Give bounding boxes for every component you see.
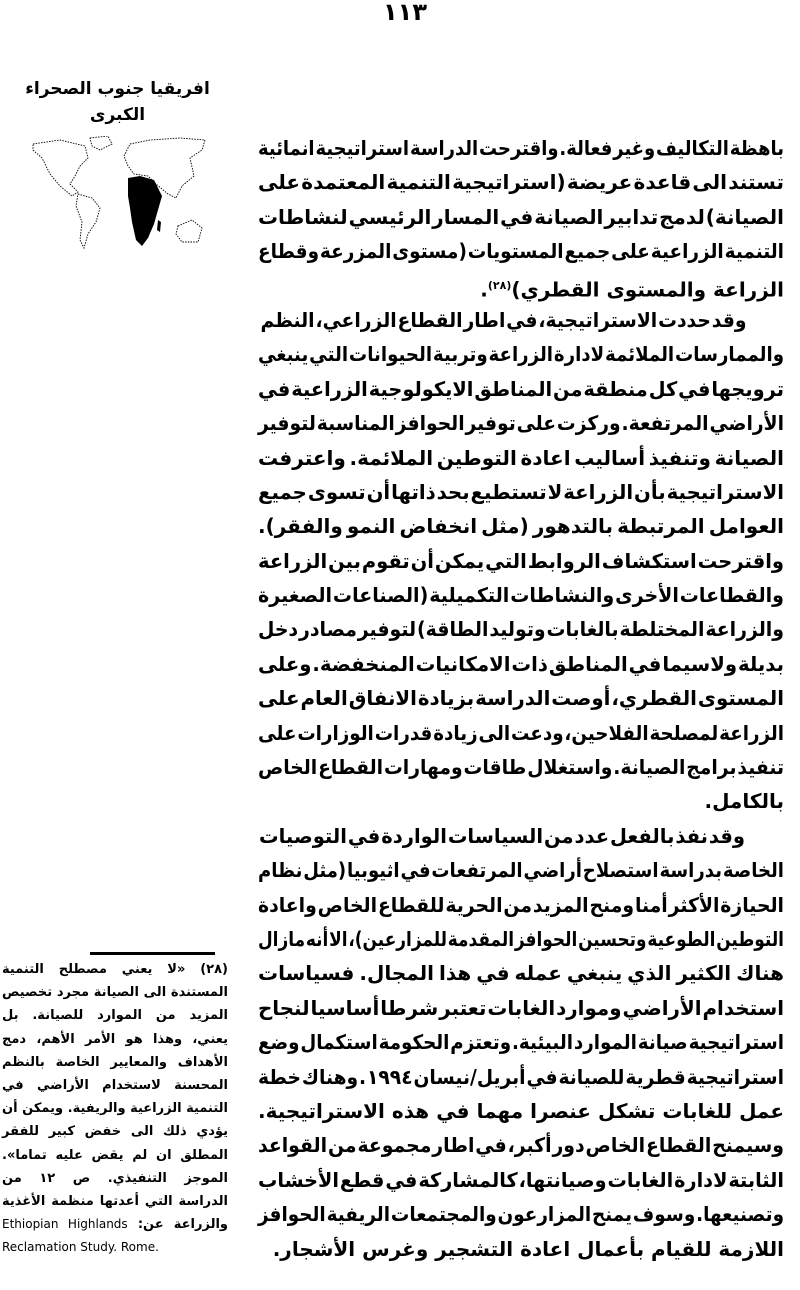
main-text bbox=[258, 131, 784, 1266]
text-line: تستند الى قاعدة عريضة (استراتيجية التنمية المعتمدة على bbox=[258, 170, 784, 195]
text-line: الحيازة الأكثر أمنا ومنح المزيد من الحرية للقطاع الخاص واعادة bbox=[257, 892, 785, 917]
text-line: اللازمة للقيام بأعمال اعادة التشجير وغرس الأشجار. bbox=[272, 1236, 784, 1261]
footnote-line: الأهداف والمعايير الخاصة بالنظم bbox=[2, 1054, 228, 1070]
text-line: وقد نفذ بالفعل عدد من السياسات الواردة في التوصيات bbox=[259, 823, 746, 848]
text-line bbox=[258, 269, 784, 303]
footnote-line: المحسنة لاستخدام الأراضي في bbox=[2, 1077, 228, 1093]
footnote-line: المطلق ان لم يقض عليه تماما». bbox=[2, 1147, 228, 1163]
text-line: ترويجها في كل منطقة من المناطق الايكولوجية الزراعية في bbox=[258, 376, 785, 401]
text-line: واقترحت استكشاف الروابط التي يمكن أن تقوم بين الزراعة bbox=[258, 548, 784, 573]
footnote-line: الدراسة التي أعدتها منظمة الأغذية bbox=[2, 1193, 228, 1209]
sidebar-title-line-2: الكبرى bbox=[89, 105, 146, 125]
text-line: المستوى القطري، أوصت الدراسة بزيادة الانفاق العام على bbox=[257, 686, 784, 711]
text-line: الزراعة لمصلحة الفلاحين، ودعت الى زيادة قدرات الوزارات على bbox=[258, 720, 784, 745]
greenland-outline bbox=[90, 136, 112, 150]
sidebar-title bbox=[10, 76, 225, 128]
world-map-africa-highlighted bbox=[30, 136, 212, 261]
text-line: بالكامل. bbox=[704, 789, 784, 814]
period: . bbox=[480, 277, 488, 302]
footnote-line: المزيد من الموارد للصيانة. بل bbox=[2, 1008, 228, 1024]
africa-highlighted bbox=[128, 176, 162, 246]
text-line: استراتيجية صيانة الموارد البيئية. وتعتزم الحكومة استكمال وضع bbox=[258, 1030, 785, 1055]
footnote-source-title-1: Ethiopian Highlands bbox=[2, 1217, 128, 1232]
text-line: وتصنيعها. وسوف يمنح المزارعون والمجتمعات الريفية الحوافز bbox=[257, 1202, 784, 1227]
text-line: تنفيذ برامج الصيانة. واستغلال طاقات ومهارات القطاع الخاص bbox=[258, 755, 784, 780]
text-line: وقد حددت الاستراتيجية، في اطار القطاع الزراعي، النظم bbox=[260, 307, 747, 332]
text-line: الثابتة لادارة الغابات وصيانتها، كالمشاركة في قطع الأخشاب bbox=[257, 1167, 784, 1192]
text-line: الأراضي المرتفعة. وركزت على توفير الحوافز المناسبة لتوفير bbox=[257, 411, 784, 436]
footnote-line-arabic: والزراعة عن: bbox=[137, 1217, 228, 1233]
footnote-reference[interactable]: (٢٨) bbox=[487, 278, 512, 292]
text-line: الصيانة وتنفيذ أساليب اعادة التوطين الملائمة. واعترفت bbox=[258, 445, 784, 470]
text-line: وسيمنح القطاع الخاص دور أكبر، في اطار مجموعة من القواعد bbox=[257, 1133, 785, 1158]
footnote-separator bbox=[90, 952, 215, 955]
footnote-line: المستندة الى الصيانة مجرد تخصيص bbox=[2, 985, 228, 1001]
text-line: والقطاعات الأخرى والنشاطات التكميلية (الصناعات الصغيرة bbox=[257, 583, 784, 608]
text-line: العوامل المرتبطة بالتدهور (مثل انخفاض النمو والفقر). bbox=[258, 514, 784, 539]
text-line: هناك الكثير الذي ينبغي عمله في هذا المجال. فسياسات bbox=[258, 961, 784, 986]
text-line: الخاصة بدراسة استصلاح أراضي المرتفعات في اثيوبيا (مثل نظام bbox=[257, 858, 784, 883]
footnote bbox=[2, 958, 228, 1259]
australia-outline bbox=[176, 220, 202, 242]
sidebar-title-line-1: افريقيا جنوب الصحراء bbox=[25, 79, 210, 99]
text-line: الاستراتيجية بأن الزراعة لا تستطيع بحد ذاتها أن تسوى جميع bbox=[257, 479, 784, 504]
footnote-line: يؤدي ذلك الى خفض كبير للفقر bbox=[2, 1124, 228, 1140]
south-america-outline bbox=[76, 194, 100, 248]
footnote-line: التنمية الزراعية والريفية. ويمكن أن bbox=[2, 1101, 228, 1117]
text-line: استخدام الأراضي وموارد الغابات تعتبر شرطا أساسيا لنجاح bbox=[257, 995, 784, 1020]
text-line: التنمية الزراعية على جميع المستويات (مستوى المزرعة وقطاع bbox=[258, 239, 784, 264]
north-america-outline bbox=[33, 140, 88, 196]
text-line: التوطين الطوعية وتحسين الحوافز المقدمة للمزارعين)، الا أنه مازال bbox=[257, 926, 784, 951]
footnote-line: يعني، وهذا هو الأمر الأهم، دمج bbox=[2, 1031, 228, 1047]
footnote-line: الموجز التنفيذي. ص ١٢ من bbox=[2, 1170, 228, 1186]
footnote-line: (٢٨) «لا يعني مصطلح التنمية bbox=[2, 962, 228, 977]
text-line: عمل للغابات تشكل عنصرا مهما في هذه الاستراتيجية. bbox=[258, 1098, 784, 1123]
text-line-content: الزراعة والمستوى القطري) bbox=[511, 277, 784, 302]
text-line: والزراعة المختلطة بالغابات وتوليد الطاقة) لتوفير مصادر دخل bbox=[258, 617, 785, 642]
footnote-source-title-2: Reclamation Study. Rome. bbox=[2, 1240, 159, 1255]
text-line: والممارسات الملائمة لادارة الزراعة وتربية الحيوانات التي ينبغي bbox=[257, 342, 785, 367]
text-line: بديلة ولاسيما في المناطق ذات الامكانيات المنخفضة. وعلى bbox=[257, 651, 784, 676]
page-number: ١١٣ bbox=[383, 0, 427, 26]
text-line: استراتيجية قطرية للصيانة في أبريل/نيسان ١٩٩٤ . وهناك خطة bbox=[257, 1064, 784, 1089]
footnote-line bbox=[2, 1213, 228, 1236]
text-line: باهظة التكاليف وغير فعالة. واقترحت الدراسة استراتيجية انمائية bbox=[257, 136, 784, 160]
text-line: الصيانة) لدمج تدابير الصيانة في المسار الرئيسي لنشاطات bbox=[257, 204, 784, 229]
madagascar bbox=[157, 220, 161, 232]
